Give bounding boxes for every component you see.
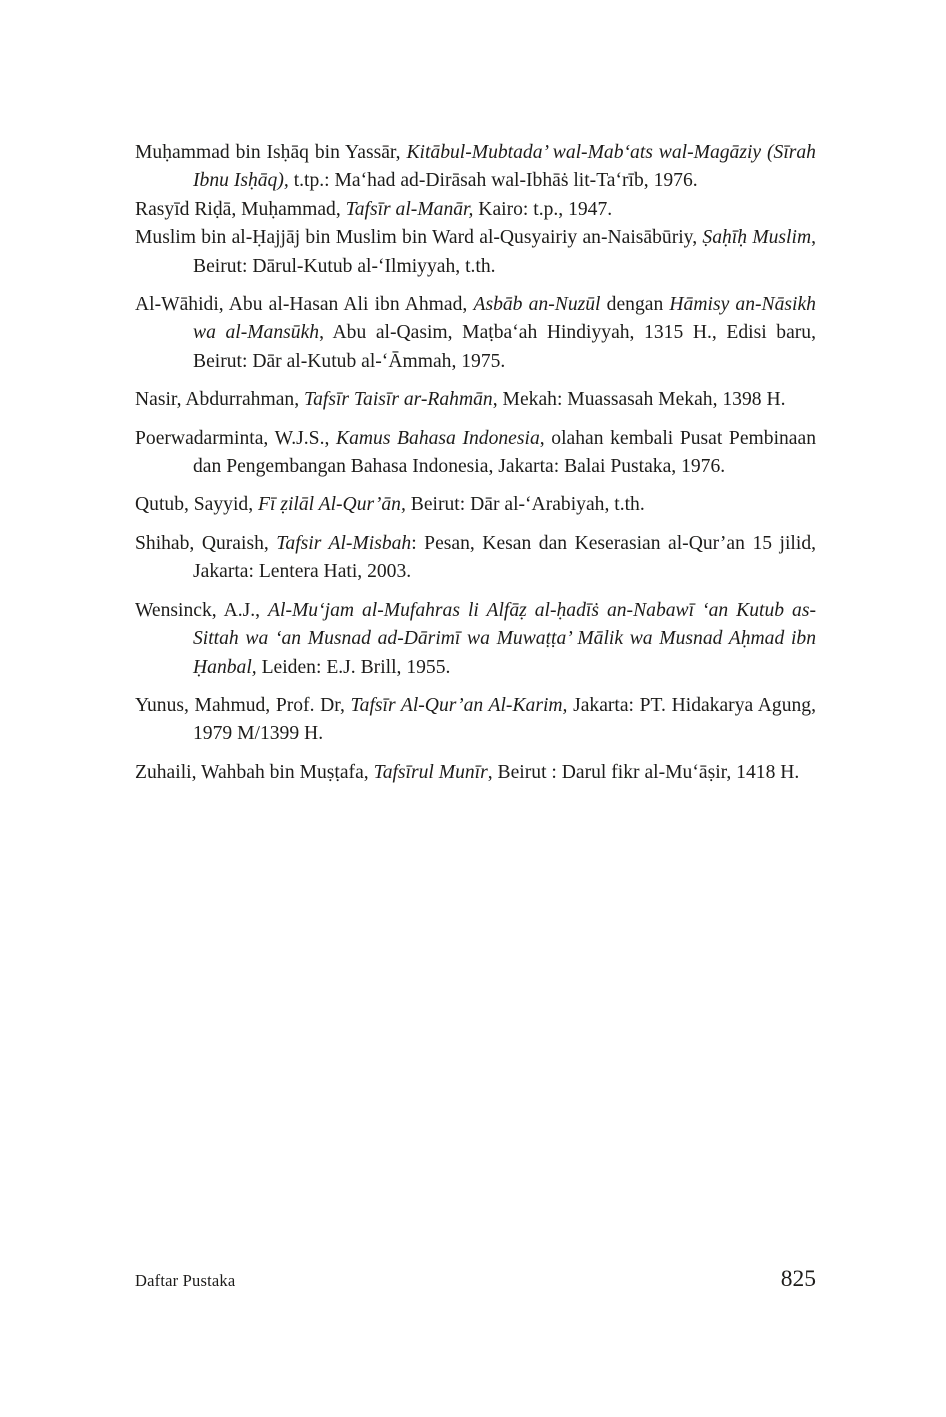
- entry-text: , olahan kembali Pusat Pembinaan dan Pengembangan Bahasa Indonesia, Jakarta: Balai Pustaka, 1976.: [193, 427, 816, 478]
- entry-text: Poerwadarminta, W.J.S.,: [135, 427, 336, 449]
- entry-text: : Pesan, Kesan dan Keserasian al-Qur’an 15 jilid, Jakarta: Lentera Hati, 2003.: [193, 532, 817, 583]
- entry-text: Kairo: t.p., 1947.: [478, 198, 613, 220]
- footer-section-title: Daftar Pustaka: [135, 1271, 236, 1290]
- entry-title-text: Tafsīrul Munīr: [373, 761, 488, 783]
- entry-text: Leiden: E.J. Brill, 1955.: [261, 656, 451, 678]
- bibliography-entry: [135, 491, 816, 519]
- entry-text: Al-Wāhidi, Abu al-Hasan Ali ibn Ahmad,: [135, 294, 474, 316]
- entry-text: Qutub, Sayyid,: [135, 494, 259, 516]
- bibliography-entry: [135, 139, 816, 196]
- bibliography-list: [135, 139, 816, 787]
- bibliography-entry: [135, 530, 816, 587]
- entry-text: t.tp.: Ma‘had ad-Dirāsah wal-Ibhāṡ lit-Ta‘rīb, 1976.: [293, 170, 698, 192]
- entry-title-text: Fī ẓilāl Al-Qur’ān,: [258, 494, 411, 516]
- entry-text: , Mekah: Muassasah Mekah, 1398 H.: [492, 389, 786, 411]
- entry-text: Beirut: Dār al-‘Arabiyah, t.th.: [410, 494, 645, 516]
- entry-title-text: Tafsīr Taisīr ar-Rahmān: [304, 389, 493, 411]
- entry-title-text: Ṣaḥīḥ Muslim: [702, 227, 812, 249]
- entry-text: Nasir, Abdurrahman,: [135, 389, 304, 411]
- page-footer: [135, 1266, 816, 1293]
- bibliography-entry: [135, 759, 816, 787]
- entry-text: Muslim bin al-Ḥajjāj bin Muslim bin Ward al-Qusyairiy an-Naisābūriy,: [135, 227, 703, 249]
- bibliography-entry: [135, 196, 816, 224]
- entry-title-text: Tafsīr al-Manār,: [345, 198, 479, 220]
- entry-text: dengan: [606, 294, 670, 316]
- bibliography-entry: [135, 224, 816, 281]
- bibliography-entry: [135, 386, 816, 414]
- footer-page-number: 825: [780, 1266, 816, 1292]
- entry-text: Jakarta: PT. Hidakarya Agung, 1979 M/1399 H.: [193, 694, 816, 745]
- entry-text: Yunus, Mahmud, Prof. Dr,: [135, 694, 351, 716]
- entry-text: , Abu al-Qasim, Maṭba‘ah Hindiyyah, 1315 H., Edisi baru, Beirut: Dār al-Kutub al-‘Āmmah, 1975.: [193, 322, 816, 372]
- entry-title-text: Asbāb an-Nuzūl: [473, 294, 607, 316]
- entry-title-text: Tafsir Al-Misbah: [276, 532, 412, 554]
- entry-title-text: Al-Mu‘jam al-Mufahras li Alfāẓ al-ḥadīṡ an-Nabawī ‘an Kutub as-Sittah wa ‘an Musnad ad-Dārimī wa Muwaṭṭa’ Mālik wa Musnad Aḥmad ibn Ḥanbal,: [193, 599, 816, 678]
- entry-text: Muḥammad bin Isḥāq bin Yassār,: [135, 142, 407, 163]
- bibliography-entry: [135, 692, 816, 749]
- entry-title-text: Hāmisy an-Nāsikh wa al-Mansūkh: [193, 294, 816, 344]
- entry-text: , Beirut: Dārul-Kutub al-‘Ilmiyyah, t.th.: [193, 227, 817, 277]
- bibliography-entry: [135, 597, 816, 682]
- entry-title-text: Kitābul-Mubtada’ wal-Mab‘ats wal-Magāziy (Sīrah Ibnu Isḥāq),: [193, 142, 816, 192]
- entry-text: Wensinck, A.J.,: [135, 599, 269, 621]
- entry-text: , Beirut : Darul fikr al-Mu‘āṣir, 1418 H.: [487, 761, 800, 783]
- entry-text: Rasyīd Riḍā, Muḥammad,: [135, 198, 346, 220]
- bibliography-entry: [135, 425, 816, 482]
- entry-text: Zuhaili, Wahbah bin Muṣṭafa,: [135, 761, 374, 783]
- entry-title-text: Tafsīr Al-Qur’an Al-Karim,: [350, 694, 574, 716]
- entry-title-text: Kamus Bahasa Indonesia: [336, 427, 540, 449]
- entry-text: Shihab, Quraish,: [135, 532, 277, 554]
- bibliography-entry: [135, 291, 816, 376]
